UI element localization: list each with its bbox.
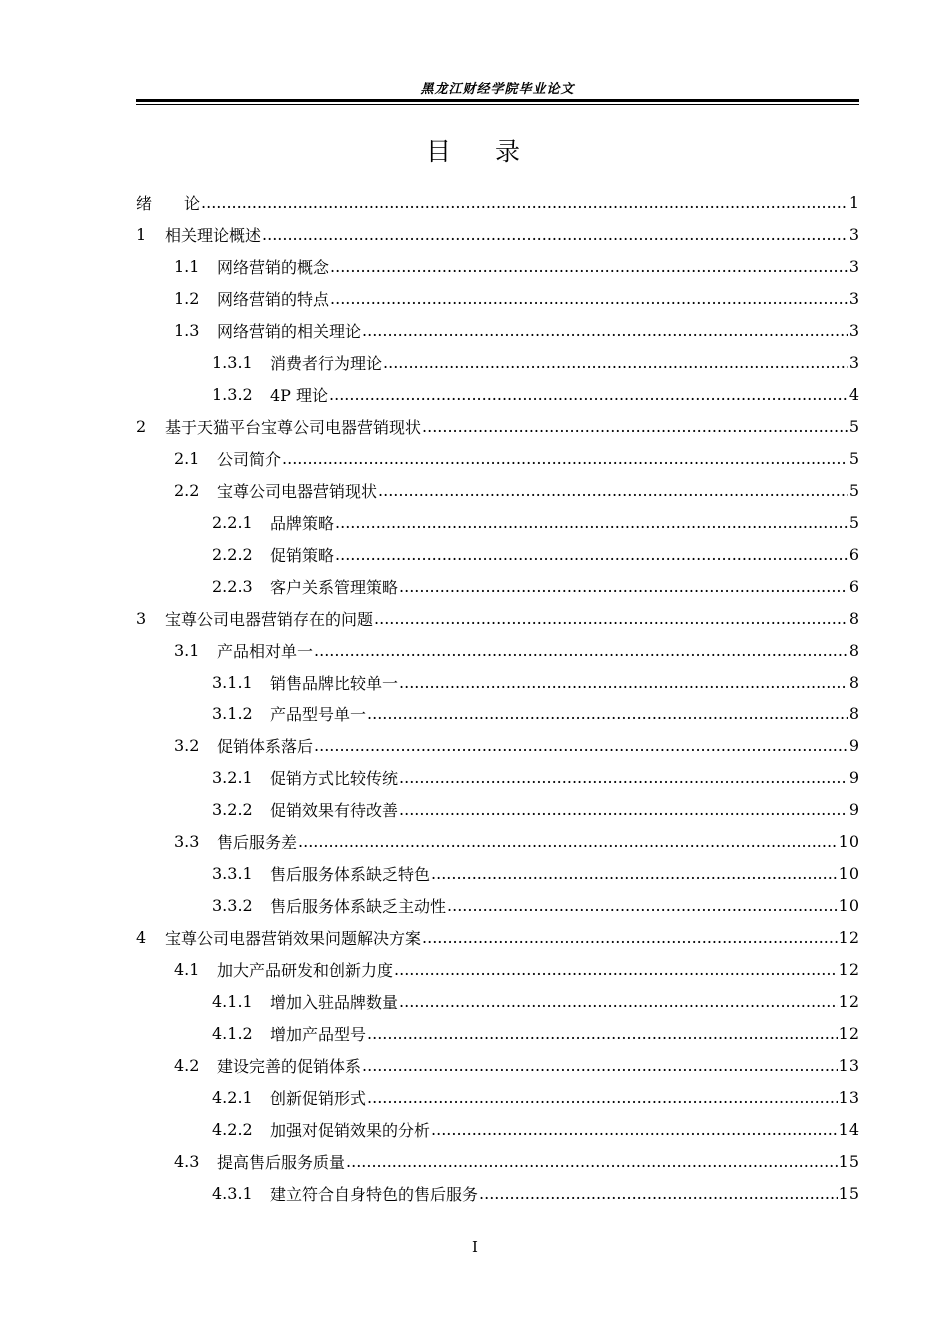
toc-entry[interactable] [136,538,859,570]
toc-entry-page: 13 [838,1087,859,1107]
toc-dot-leader [362,1056,838,1075]
toc-dot-leader [330,257,848,276]
toc-entry[interactable] [136,379,859,411]
header-rule-thin [136,104,859,105]
toc-entry-number: 4 [136,928,147,948]
toc-entry[interactable] [136,187,859,219]
title-char-1: 目 [425,137,455,166]
toc-entry-number: 2.2.3 [212,576,253,596]
toc-dot-leader [367,1024,838,1043]
toc-entry-number: 3.3 [174,832,200,852]
toc-entry-number: 2.2.2 [212,544,253,564]
toc-entry-number: 3.2 [174,736,200,756]
toc-entry-number: 2.2 [174,480,200,500]
toc-entry-page: 4 [848,385,859,405]
toc-dot-leader [262,225,848,244]
toc-entry[interactable] [136,570,859,602]
toc-entry-label: 创新促销形式 [270,1088,367,1108]
toc-entry-label: 网络营销的特点 [217,290,330,310]
toc-dot-leader [399,768,848,787]
toc-entry-page: 3 [848,257,859,277]
toc-entry-label: 加强对促销效果的分析 [270,1120,431,1140]
toc-entry-page: 8 [848,672,859,692]
toc-entry-label: 公司简介 [217,449,282,469]
toc-dot-leader [335,513,848,532]
toc-dot-leader [298,832,838,851]
toc-entry-label: 售后服务体系缺乏特色 [270,865,431,885]
toc-entry[interactable] [136,762,859,794]
toc-entry[interactable] [136,954,859,986]
toc-entry-label: 基于天猫平台宝尊公司电器营销现状 [165,418,422,438]
toc-entry-label: 促销效果有待改善 [270,801,399,821]
toc-entry-number: 3.1 [174,640,200,660]
toc-entry[interactable] [136,858,859,890]
toc-entry-page: 15 [838,1151,859,1171]
toc-entry-page: 9 [848,768,859,788]
toc-entry[interactable] [136,1081,859,1113]
toc-entry-page: 10 [838,896,859,916]
toc-entry-number: 2 [136,417,147,437]
toc-entry-label: 4P 理论 [270,386,329,406]
toc-entry-label: 绪 论 [136,194,201,214]
toc-entry[interactable] [136,219,859,251]
toc-entry-number: 1.2 [174,289,200,309]
toc-entry-label: 促销策略 [270,545,335,565]
title-char-2: 录 [495,137,525,166]
toc-entry[interactable] [136,347,859,379]
toc-entry-label: 售后服务差 [217,833,298,853]
toc-entry-number: 1.3.2 [212,385,253,405]
toc-dot-leader [314,641,848,660]
toc-dot-leader [447,896,838,915]
toc-dot-leader [383,353,848,372]
toc-entry-label: 促销方式比较传统 [270,769,399,789]
toc-dot-leader [374,609,848,628]
toc-dot-leader [399,800,848,819]
toc-entry-page: 10 [838,864,859,884]
toc-dot-leader [422,928,838,947]
toc-entry[interactable] [136,506,859,538]
toc-entry[interactable] [136,698,859,730]
toc-dot-leader [399,577,848,596]
toc-entry[interactable] [136,634,859,666]
toc-entry-page: 3 [848,225,859,245]
toc-entry[interactable] [136,411,859,443]
toc-entry-label: 加大产品研发和创新力度 [217,960,394,980]
toc-dot-leader [479,1184,838,1203]
toc-entry-number: 3.3.1 [212,864,253,884]
toc-entry-number: 4.1.2 [212,1023,253,1043]
toc-entry-page: 3 [848,321,859,341]
toc-dot-leader [201,193,848,212]
toc-entry-number: 4.3 [174,1151,200,1171]
toc-entry-page: 6 [848,544,859,564]
toc-entry-page: 12 [838,1023,859,1043]
toc-dot-leader [431,1120,838,1139]
toc-entry-number: 3 [136,608,147,628]
toc-entry[interactable] [136,1113,859,1145]
toc-entry-label: 建立符合自身特色的售后服务 [270,1184,479,1204]
toc-entry-label: 客户关系管理策略 [270,577,399,597]
toc-entry-label: 品牌策略 [270,513,335,533]
toc-entry-page: 8 [848,640,859,660]
toc-entry-label: 建设完善的促销体系 [217,1056,362,1076]
toc-dot-leader [346,1152,838,1171]
toc-entry-label: 消费者行为理论 [270,354,383,374]
toc-entry[interactable] [136,794,859,826]
toc-entry-number: 4.2 [174,1055,200,1075]
toc-entry-number: 1 [136,225,147,245]
toc-entry[interactable] [136,474,859,506]
toc-entry-number: 1.3 [174,321,200,341]
toc-entry-page: 6 [848,576,859,596]
toc-entry[interactable] [136,666,859,698]
toc-entry-page: 9 [848,736,859,756]
toc-dot-leader [422,417,848,436]
page-number: I [472,1238,478,1256]
toc-entry[interactable] [136,985,859,1017]
toc-entry-label: 售后服务体系缺乏主动性 [270,897,447,917]
toc-dot-leader [362,321,848,340]
toc-entry-number: 4.3.1 [212,1183,253,1203]
toc-entry-label: 宝尊公司电器营销现状 [217,481,378,501]
toc-entry[interactable] [136,602,859,634]
toc-entry-page: 5 [848,512,859,532]
toc-entry[interactable] [136,283,859,315]
toc-dot-leader [399,673,848,692]
toc-dot-leader [314,736,848,755]
toc-dot-leader [431,864,838,883]
toc-entry-page: 10 [838,832,859,852]
toc-entry-number: 3.1.2 [212,704,253,724]
toc-entry-page: 5 [848,480,859,500]
toc-dot-leader [329,385,848,404]
toc-entry-number: 2.1 [174,448,200,468]
toc-dot-leader [394,960,838,979]
toc-entry-label: 增加入驻品牌数量 [270,992,399,1012]
toc-entry-page: 15 [838,1183,859,1203]
toc-entry-label: 增加产品型号 [270,1024,367,1044]
toc-entry-number: 4.2.2 [212,1119,253,1139]
toc-dot-leader [378,481,848,500]
toc-entry[interactable] [136,922,859,954]
toc-entry-page: 14 [838,1119,859,1139]
toc-entry[interactable] [136,730,859,762]
toc-entry[interactable] [136,315,859,347]
toc-entry-number: 3.2.1 [212,768,253,788]
toc-entry-number: 3.1.1 [212,672,253,692]
toc-entry[interactable] [136,826,859,858]
toc-entry-label: 宝尊公司电器营销存在的问题 [165,609,374,629]
toc-entry-label: 网络营销的概念 [217,258,330,278]
toc-entry-label: 促销体系落后 [217,737,314,757]
toc-entry-page: 13 [838,1055,859,1075]
toc-dot-leader [335,545,848,564]
toc-entry-number: 4.1 [174,959,200,979]
toc-dot-leader [399,992,838,1011]
table-of-contents [136,187,859,1209]
toc-entry[interactable] [136,1017,859,1049]
toc-entry-number: 3.3.2 [212,896,253,916]
toc-entry-label: 销售品牌比较单一 [270,673,399,693]
toc-entry-number: 1.3.1 [212,353,253,373]
toc-entry-page: 5 [848,448,859,468]
toc-entry-number: 4.1.1 [212,991,253,1011]
toc-entry-label: 产品型号单一 [270,705,367,725]
toc-entry[interactable] [136,1049,859,1081]
toc-entry-page: 3 [848,353,859,373]
toc-entry-label: 相关理论概述 [165,226,262,246]
toc-dot-leader [367,704,848,723]
toc-entry-label: 网络营销的相关理论 [217,322,362,342]
toc-entry-label: 产品相对单一 [217,641,314,661]
toc-entry[interactable] [136,251,859,283]
toc-dot-leader [367,1088,838,1107]
toc-entry[interactable] [136,443,859,475]
toc-entry-page: 3 [848,289,859,309]
toc-entry-number: 3.2.2 [212,800,253,820]
toc-entry-page: 5 [848,417,859,437]
toc-entry-page: 9 [848,800,859,820]
running-header: 黑龙江财经学院毕业论文 [420,82,575,97]
toc-entry-number: 1.1 [174,257,200,277]
toc-entry[interactable] [136,1145,859,1177]
header-rule-thick [136,99,859,102]
toc-entry-page: 8 [848,704,859,724]
toc-entry[interactable] [136,1177,859,1209]
toc-entry-number: 4.2.1 [212,1087,253,1107]
page-title [0,132,950,168]
toc-entry-page: 1 [848,193,859,213]
toc-dot-leader [330,289,848,308]
toc-entry[interactable] [136,890,859,922]
toc-entry-label: 提高售后服务质量 [217,1152,346,1172]
toc-entry-page: 8 [848,608,859,628]
toc-entry-page: 12 [838,928,859,948]
toc-entry-page: 12 [838,959,859,979]
toc-entry-page: 12 [838,991,859,1011]
toc-dot-leader [282,449,848,468]
toc-entry-number: 2.2.1 [212,512,253,532]
toc-entry-label: 宝尊公司电器营销效果问题解决方案 [165,929,422,949]
